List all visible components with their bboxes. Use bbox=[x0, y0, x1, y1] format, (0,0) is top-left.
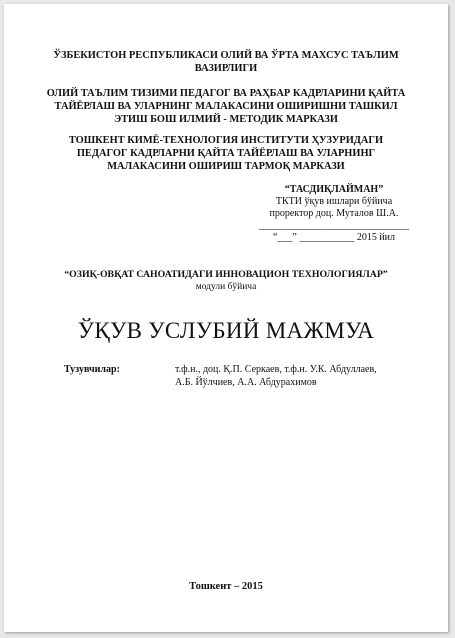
approval-block bbox=[254, 184, 414, 244]
center-line-2: ТАЙЁРЛАШ ВА УЛАРНИНГ МАЛАКАСИНИ ОШИРИШНИ ТАШКИЛ bbox=[54, 101, 398, 112]
signature-line: ______________________________ bbox=[259, 220, 409, 231]
approval-line-2: проректор доц. Муталов Ш.А. bbox=[269, 208, 399, 219]
ministry-line-2: ВАЗИРЛИГИ bbox=[194, 63, 258, 74]
module-title: “ОЗИҚ-ОВҚАТ САНОАТИДАГИ ИННОВАЦИОН ТЕХНОЛОГИЯЛАР” bbox=[64, 269, 388, 280]
authors-label: Тузувчилар: bbox=[64, 364, 120, 375]
institute-line-3: МАЛАКАСИНИ ОШИРИШ ТАРМОҚ МАРКАЗИ bbox=[107, 161, 345, 172]
approval-date: “___” ___________ 2015 йил bbox=[272, 232, 396, 243]
approval-heading: “ТАСДИҚЛАЙМАН” bbox=[284, 184, 384, 195]
ministry-header bbox=[34, 49, 418, 75]
center-line-3: ЭТИШ БОШ ИЛМИЙ - МЕТОДИК МАРКАЗИ bbox=[114, 114, 338, 125]
authors-line-2: А.Б. Йўлчиев, А.А. Абдурахимов bbox=[175, 376, 317, 388]
approval-line-1: ТКТИ ўқув ишлари бўйича bbox=[275, 196, 393, 207]
module-subtitle: модули бўйича bbox=[195, 282, 257, 292]
place-year-footer: Тошкент – 2015 bbox=[189, 581, 263, 592]
document-page bbox=[4, 4, 448, 632]
main-title: ЎҚУВ УСЛУБИЙ МАЖМУА bbox=[77, 318, 375, 343]
ministry-line-1: ЎЗБЕКИСТОН РЕСПУБЛИКАСИ ОЛИЙ ВА ЎРТА МАХСУС ТАЪЛИМ bbox=[53, 50, 399, 61]
authors-names bbox=[175, 364, 425, 389]
institute-header bbox=[34, 134, 418, 173]
center-header bbox=[34, 87, 418, 126]
institute-line-1: ТОШКЕНТ КИМЁ-ТЕХНОЛОГИЯ ИНСТИТУТИ ҲУЗУРИДАГИ bbox=[68, 135, 384, 146]
authors-line-1: т.ф.н., доц. Қ.П. Серкаев, т.ф.н. У.К. Абдуллаев, bbox=[175, 364, 377, 375]
institute-line-2: ПЕДАГОГ КАДРЛАРНИ ҚАЙТА ТАЙЁРЛАШ ВА УЛАРНИНГ bbox=[76, 148, 376, 159]
center-line-1: ОЛИЙ ТАЪЛИМ ТИЗИМИ ПЕДАГОГ ВА РАҲБАР КАДРЛАРИНИ ҚАЙТА bbox=[46, 88, 406, 99]
